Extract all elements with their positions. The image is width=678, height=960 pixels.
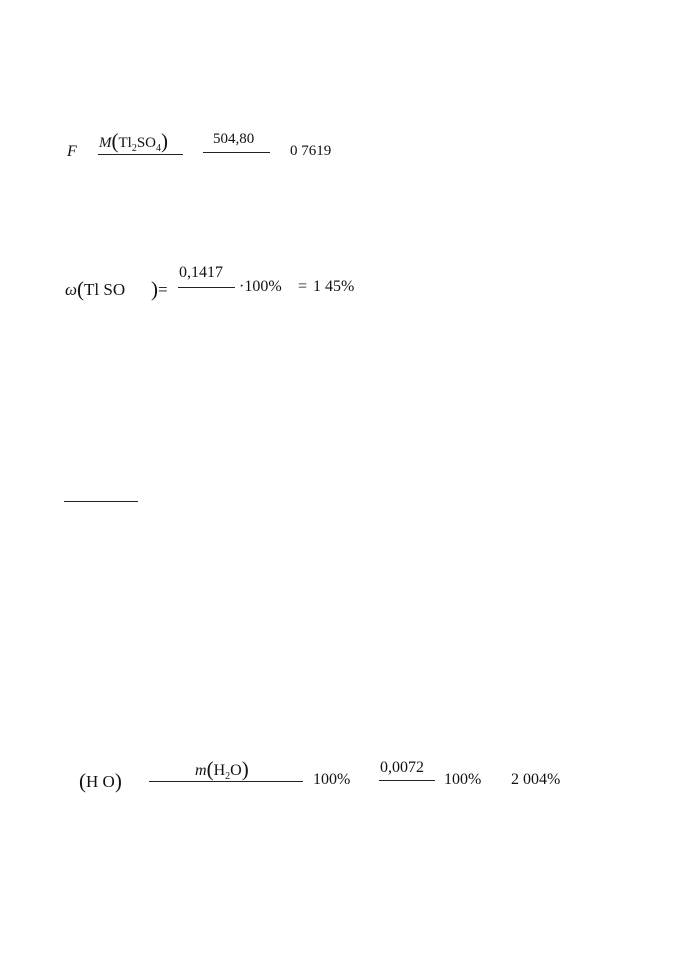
numerator-value: 0,0072 <box>380 759 424 776</box>
mass-fraction-expression <box>65 276 125 301</box>
factor-value: 0 7619 <box>290 143 332 159</box>
fraction-bar <box>203 152 270 153</box>
open-paren: ( <box>111 129 119 153</box>
multiplier: ·100% <box>239 278 282 295</box>
open-paren: ( <box>79 769 86 793</box>
numerator-value: 504,80 <box>213 131 255 147</box>
open-paren: ( <box>77 277 85 301</box>
numerator-molar-mass <box>99 128 168 153</box>
open-paren: ( <box>206 757 214 781</box>
hydrogen-symbol: H <box>213 762 226 779</box>
equals-sign: = <box>298 278 308 295</box>
close-paren: ) <box>161 129 169 153</box>
close-paren: ) <box>114 769 122 793</box>
fraction-bar <box>178 287 235 288</box>
close-paren: ) <box>151 277 158 301</box>
omega-symbol: ω <box>65 280 78 299</box>
numerator-value: 0,1417 <box>179 264 223 281</box>
divider-line <box>64 501 138 502</box>
numerator-water-mass <box>195 756 249 781</box>
factor-symbol: F <box>67 143 77 160</box>
molar-mass-symbol: M <box>99 135 112 151</box>
oxygen-symbol: O <box>230 762 242 779</box>
species-expression <box>79 768 122 793</box>
species-label: H O <box>86 772 115 791</box>
species-label: Tl SO <box>84 280 126 299</box>
subscript: 2 <box>225 771 231 782</box>
sulfate-symbol: SO <box>136 135 157 151</box>
equals-sign: = <box>158 280 168 299</box>
fraction-bar <box>379 780 435 781</box>
fraction-bar <box>98 154 183 155</box>
equation-tail <box>151 276 168 301</box>
result-value: 1 45% <box>313 278 355 295</box>
percent-factor: 100% <box>313 771 351 788</box>
thallium-symbol: Tl <box>118 135 132 151</box>
fraction-bar <box>149 781 303 782</box>
percent-factor: 100% <box>444 771 482 788</box>
subscript: 2 <box>131 143 137 154</box>
close-paren: ) <box>241 757 249 781</box>
result-value: 2 004% <box>511 771 561 788</box>
mass-symbol: m <box>195 762 207 779</box>
subscript: 4 <box>156 143 162 154</box>
